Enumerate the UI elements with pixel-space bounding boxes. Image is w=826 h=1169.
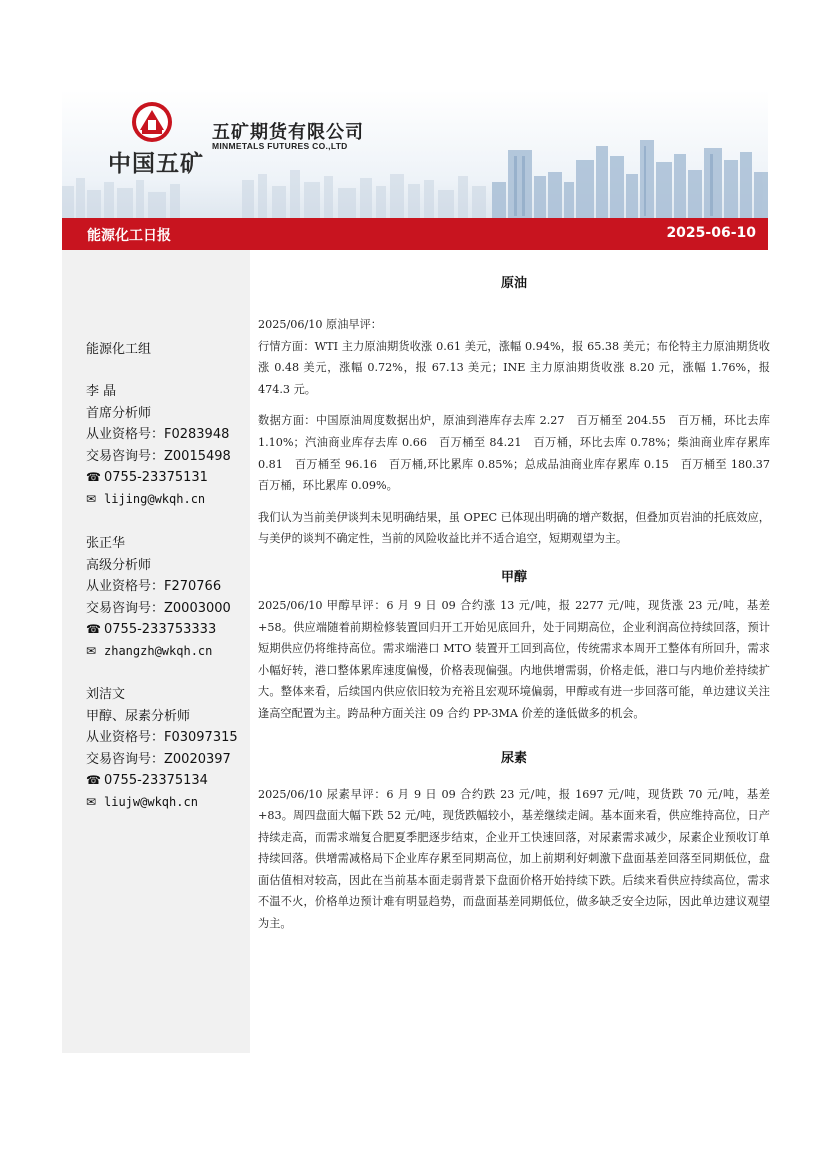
analyst-consult: 交易咨询号：Z0015498	[86, 448, 231, 464]
crude-intro: 2025/06/10 原油早评：	[258, 318, 382, 331]
crude-market: 行情方面：WTI 主力原油期货收涨 0.61 美元，涨幅 0.94%，报 65.38 美元；布伦特主力原油期货收涨 0.48 美元，涨幅 0.72%，报 67.13 美元；INE 主力原油期货收涨 8.20 元，涨幅 1.76%，报 474.3 元。	[258, 339, 770, 396]
report-body	[258, 262, 782, 935]
company-name-cn: 五矿期货有限公司	[212, 122, 364, 143]
crude-view: 我们认为当前美伊谈判未见明确结果，虽 OPEC 已体现出明确的增产数据，但叠加页岩油的托底效应，与美伊的谈判不确定性，当前的风险收益比并不适合追空，短期观望为主。	[258, 510, 770, 546]
urea-review: 2025/06/10 尿素早评：6 月 9 日 09 合约跌 23 元/吨，报 1697 元/吨，现货跌 70 元/吨，基差+83。周四盘面大幅下跌 52 元/吨，现货跌幅较小，基差继续走阔。基本面来看，供应维持高位，日产持续走高，而需求端复合肥夏季肥逐步结束，企业开工快速回落，对尿素需求减少，尿素企业预收订单持续回落。供增需减格局下企业库存累至同期高位，加上前期利好刺激下盘面基差回落至同期低位，盘面估值相对较高，因此在当前基本面走弱背景下盘面价格开始持续下跌。后续来看供应持续高位，需求不温不火，价格单边预计难有明显趋势，而盘面基差同期低位，做多缺乏安全边际，因此单边建议观望为主。	[258, 787, 770, 931]
phone-icon: ☎	[86, 470, 101, 485]
analyst-cert: 从业资格号：F270766	[86, 579, 222, 595]
analyst-role: 甲醇、尿素分析师	[86, 708, 191, 724]
analyst-role: 高级分析师	[86, 557, 152, 573]
email-icon: ✉	[86, 643, 97, 658]
report-date: 2025-06-10	[666, 225, 756, 241]
analyst-consult: 交易咨询号：Z0020397	[86, 751, 231, 767]
email-icon: ✉	[86, 794, 97, 809]
analyst-consult: 交易咨询号：Z0003000	[86, 600, 231, 616]
phone-icon: ☎	[86, 773, 101, 788]
email-icon: ✉	[86, 491, 97, 506]
brand-name-cn: 中国五矿	[108, 151, 204, 177]
analyst-card	[86, 533, 231, 663]
analyst-name: 张正华	[86, 536, 126, 551]
company-name-en: MINMETALS FUTURES CO.,LTD	[212, 141, 348, 151]
section-title-methanol: 甲醇	[500, 569, 527, 585]
analyst-email[interactable]: zhangzh@wkqh.cn	[104, 643, 213, 658]
methanol-review: 2025/06/10 甲醇早评：6 月 9 日 09 合约涨 13 元/吨，报 2277 元/吨，现货涨 23 元/吨，基差+58。供应端随着前期检修装置回归开工开始见底回升，处于同期高位，企业利润高位持续回落，预计短期供应仍将维持高位。需求端港口 MTO 装置开工回到高位，传统需求本周开工整体有所回升，需求小幅好转，港口整体累库速度偏慢，价格表现偏强。内地供增需弱，价格走低，港口与内地价差持续扩大。整体来看，后续国内供应依旧较为充裕且宏观环境偏弱，甲醇或有进一步回落可能，单边建议关注逢高空配置为主。跨品种方面关注 09 合约 PP-3MA 价差的逢低做多的机会。	[258, 598, 770, 720]
analyst-name: 李 晶	[86, 384, 117, 399]
minmetals-emblem-icon	[130, 100, 174, 144]
report-title: 能源化工日报	[87, 228, 171, 244]
analyst-role: 首席分析师	[86, 405, 152, 421]
analyst-email[interactable]: lijing@wkqh.cn	[104, 491, 206, 506]
analyst-cert: 从业资格号：F03097315	[86, 730, 238, 746]
analyst-card	[86, 381, 231, 511]
analyst-name: 刘洁文	[86, 687, 126, 702]
analyst-cert: 从业资格号：F0283948	[86, 427, 230, 443]
section-title-crude: 原油	[500, 276, 527, 291]
analyst-phone: 0755-23375134	[104, 773, 208, 789]
analyst-phone: 0755-23375131	[104, 470, 208, 486]
section-title-urea: 尿素	[500, 750, 527, 766]
phone-icon: ☎	[86, 622, 101, 637]
team-name: 能源化工组	[86, 342, 152, 357]
analyst-phone: 0755-233753333	[104, 622, 217, 638]
analyst-email[interactable]: liujw@wkqh.cn	[104, 794, 198, 809]
crude-data: 数据方面：中国原油周度数据出炉，原油到港库存去库 2.27 百万桶至 204.55 百万桶，环比去库 1.10%；汽油商业库存去库 0.66 百万桶至 84.21 百万桶，环比去库 0.78%；柴油商业库存累库 0.81 百万桶至 96.16 百万桶,环比累库 0.85%；总成品油商业库存累库 0.15 百万桶至 180.37 百万桶，环比累库 0.09%。	[258, 414, 782, 493]
analyst-card	[86, 684, 238, 814]
report-title-bar	[62, 218, 768, 250]
